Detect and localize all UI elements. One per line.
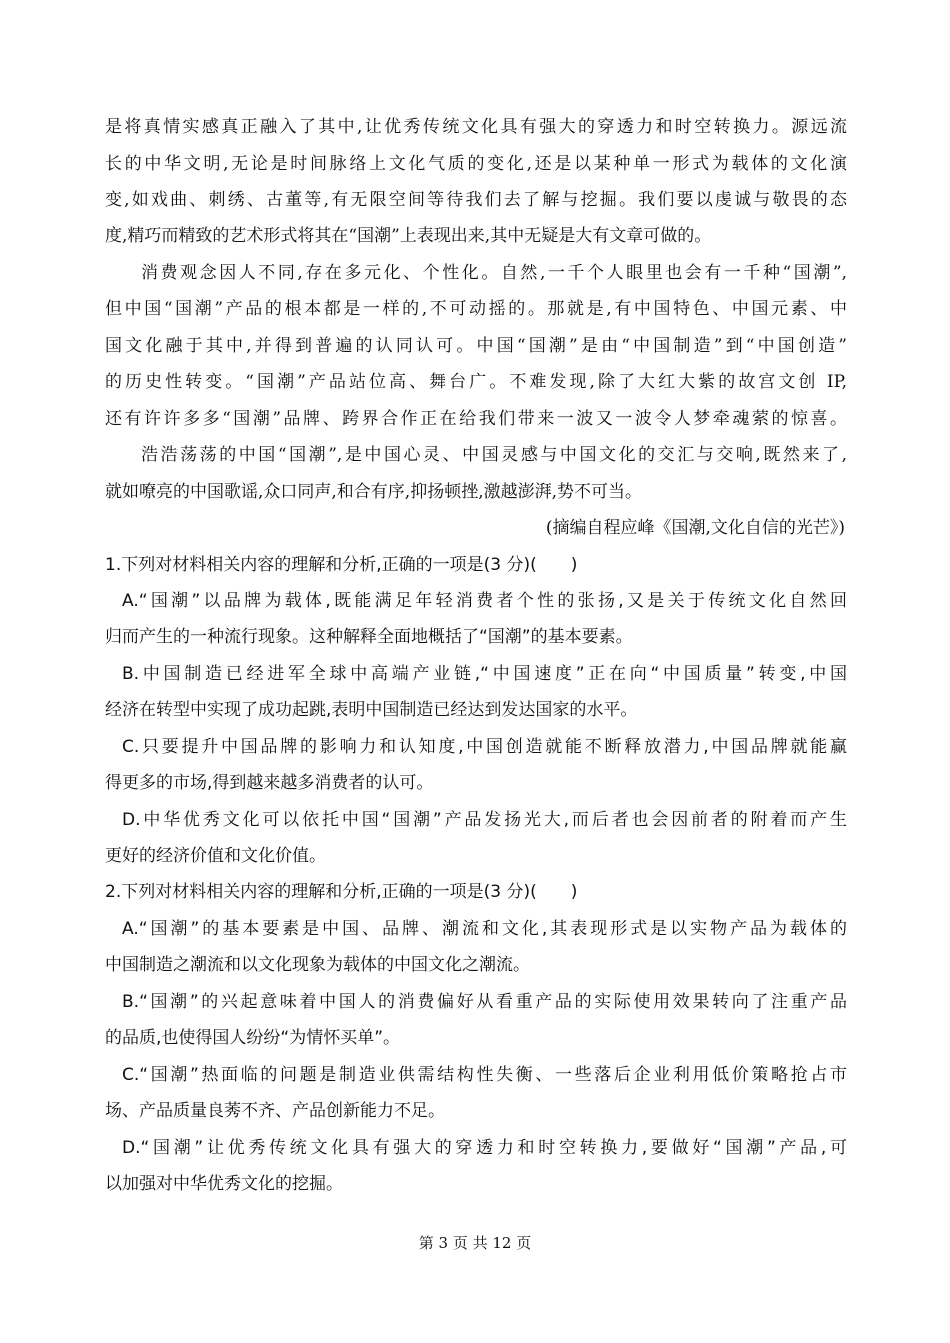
q2-option-b: B.“国潮”的兴起意味着中国人的消费偏好从看重产品的实际使用效果转向了注重产品 (122, 992, 847, 1012)
passage-line: 的历史性转变。“国潮”产品站位高、舞台广。不难发现,除了大红大紫的故宫文创 IP, (105, 372, 847, 392)
passage-line: 消费观念因人不同,存在多元化、个性化。自然,一千个人眼里也会有一千种“国潮”, (141, 263, 847, 283)
q2-option-a-cont: 中国制造之潮流和以文化现象为载体的中国文化之潮流。 (105, 955, 530, 975)
q1-option-d-cont: 更好的经济价值和文化价值。 (105, 846, 326, 866)
q1-option-b-cont: 经济在转型中实现了成功起跳,表明中国制造已经达到发达国家的水平。 (105, 700, 638, 720)
passage-line: 国文化融于其中,并得到普遍的认同认可。中国“国潮”是由“中国制造”到“中国创造” (105, 336, 847, 356)
passage-line: 是将真情实感真正融入了其中,让优秀传统文化具有强大的穿透力和时空转换力。源远流 (105, 117, 847, 137)
q2-option-d: D.“国潮”让优秀传统文化具有强大的穿透力和时空转换力,要做好“国潮”产品,可 (122, 1138, 847, 1158)
passage-line: 长的中华文明,无论是时间脉络上文化气质的变化,还是以某种单一形式为载体的文化演 (105, 154, 847, 174)
q2-option-b-cont: 的品质,也使得国人纷纷“为情怀买单”。 (105, 1028, 401, 1048)
q2-option-a: A.“国潮”的基本要素是中国、品牌、潮流和文化,其表现形式是以实物产品为载体的 (122, 919, 847, 939)
passage-line: 但中国“国潮”产品的根本都是一样的,不可动摇的。那就是,有中国特色、中国元素、中 (105, 299, 847, 319)
passage-line: 变,如戏曲、刺绣、古董等,有无限空间等待我们去了解与挖掘。我们要以虔诚与敬畏的态 (105, 190, 847, 210)
passage-line: 还有许许多多“国潮”品牌、跨界合作正在给我们带来一波又一波令人梦牵魂萦的惊喜。 (105, 409, 847, 429)
q2-option-c-cont: 场、产品质量良莠不齐、产品创新能力不足。 (105, 1101, 445, 1121)
q1-option-c-cont: 得更多的市场,得到越来越多消费者的认可。 (105, 773, 434, 793)
q1-option-d: D.中华优秀文化可以依托中国“国潮”产品发扬光大,而后者也会因前者的附着而产生 (122, 810, 847, 830)
passage-source: (摘编自程应峰《国潮,文化自信的光芒》) (545, 518, 845, 538)
q1-option-a: A.“国潮”以品牌为载体,既能满足年轻消费者个性的张扬,又是关于传统文化自然回 (122, 591, 847, 611)
passage-line: 浩浩荡荡的中国“国潮”,是中国心灵、中国灵感与中国文化的交汇与交响,既然来了, (141, 445, 847, 465)
q1-option-b: B.中国制造已经进军全球中高端产业链,“中国速度”正在向“中国质量”转变,中国 (122, 664, 847, 684)
question-2-stem: 2.下列对材料相关内容的理解和分析,正确的一项是(3 分)( ) (105, 882, 578, 902)
passage-line: 就如嘹亮的中国歌谣,众口同声,和合有序,抑扬顿挫,激越澎湃,势不可当。 (105, 482, 643, 502)
q2-option-c: C.“国潮”热面临的问题是制造业供需结构性失衡、一些落后企业利用低价策略抢占市 (122, 1065, 847, 1085)
q1-option-c: C.只要提升中国品牌的影响力和认知度,中国创造就能不断释放潜力,中国品牌就能赢 (122, 737, 847, 757)
q2-option-d-cont: 以加强对中华优秀文化的挖掘。 (105, 1174, 343, 1194)
q1-option-a-cont: 归而产生的一种流行现象。这种解释全面地概括了“国潮”的基本要素。 (105, 627, 633, 647)
page-footer: 第 3 页 共 12 页 (418, 1234, 532, 1252)
passage-line: 度,精巧而精致的艺术形式将其在“国潮”上表现出来,其中无疑是大有文章可做的。 (105, 226, 712, 246)
question-1-stem: 1.下列对材料相关内容的理解和分析,正确的一项是(3 分)( ) (105, 555, 578, 575)
